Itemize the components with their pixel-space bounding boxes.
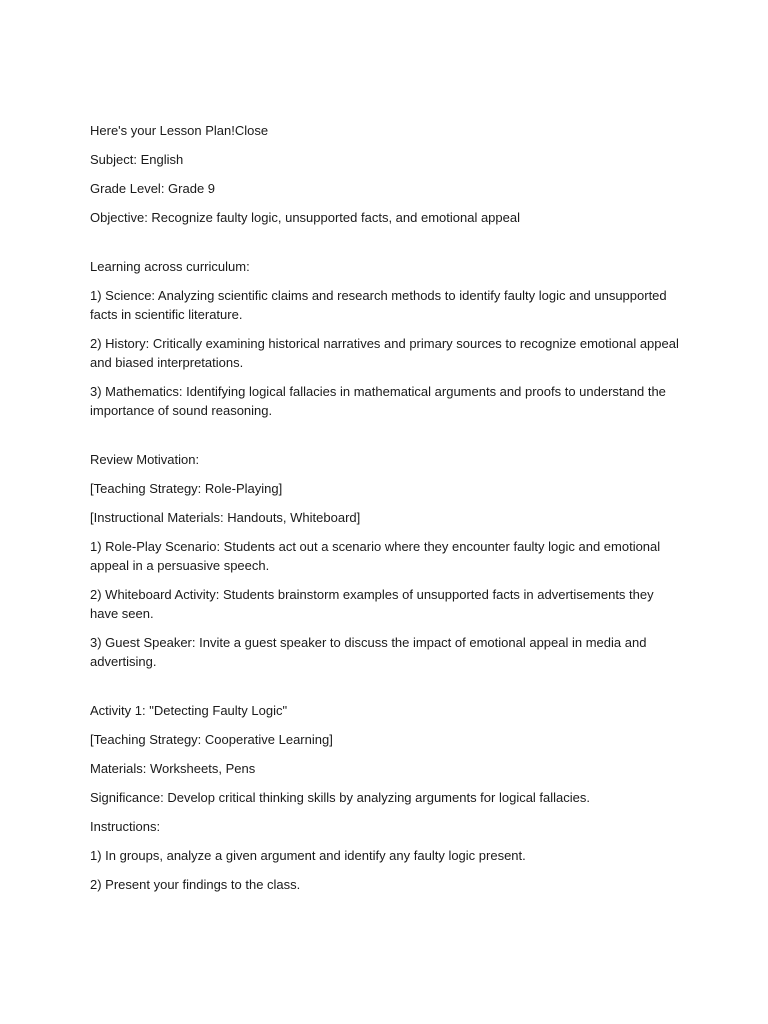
section-spacer	[90, 430, 680, 450]
section-spacer	[90, 681, 680, 701]
grade-level-line: Grade Level: Grade 9	[90, 181, 216, 196]
section-spacer	[90, 237, 680, 257]
activity1-materials: Materials: Worksheets, Pens	[90, 761, 256, 776]
objective-line: Objective: Recognize faulty logic, unsupported facts, and emotional appeal	[90, 210, 520, 225]
curriculum-heading: Learning across curriculum:	[90, 259, 250, 274]
motivation-item-whiteboard: 2) Whiteboard Activity: Students brainstorm examples of unsupported facts in advertisements they have seen.	[90, 587, 654, 621]
lesson-plan-document	[90, 121, 680, 904]
activity1-instructions-heading: Instructions:	[90, 819, 161, 834]
curriculum-item-science: 1) Science: Analyzing scientific claims and research methods to identify faulty logic and unsupported facts in scientific literature.	[90, 288, 667, 322]
subject-line: Subject: English	[90, 152, 184, 167]
motivation-heading: Review Motivation:	[90, 452, 200, 467]
motivation-strategy: [Teaching Strategy: Role-Playing]	[90, 481, 283, 496]
activity1-instruction-item: 1) In groups, analyze a given argument and identify any faulty logic present.	[90, 848, 526, 863]
activity1-significance: Significance: Develop critical thinking skills by analyzing arguments for logical fallacies.	[90, 790, 591, 805]
lesson-plan-header	[90, 121, 680, 140]
motivation-item-role-play: 1) Role-Play Scenario: Students act out a scenario where they encounter faulty logic and emotional appeal in a persuasive speech.	[90, 539, 661, 573]
activity1-instruction-item: 2) Present your findings to the class.	[90, 877, 301, 892]
curriculum-item-history: 2) History: Critically examining historical narratives and primary sources to recognize emotional appeal and biased interpretations.	[90, 336, 679, 370]
activity1-strategy: [Teaching Strategy: Cooperative Learning]	[90, 732, 333, 747]
motivation-item-guest-speaker: 3) Guest Speaker: Invite a guest speaker to discuss the impact of emotional appeal in media and advertising.	[90, 635, 647, 669]
motivation-materials: [Instructional Materials: Handouts, Whiteboard]	[90, 510, 361, 525]
curriculum-item-mathematics: 3) Mathematics: Identifying logical fallacies in mathematical arguments and proofs to understand the importance of sound reasoning.	[90, 384, 666, 418]
lesson-plan-title: Here's your Lesson Plan!	[90, 123, 235, 138]
activity1-heading: Activity 1: "Detecting Faulty Logic"	[90, 703, 288, 718]
close-button[interactable]: Close	[234, 123, 269, 138]
